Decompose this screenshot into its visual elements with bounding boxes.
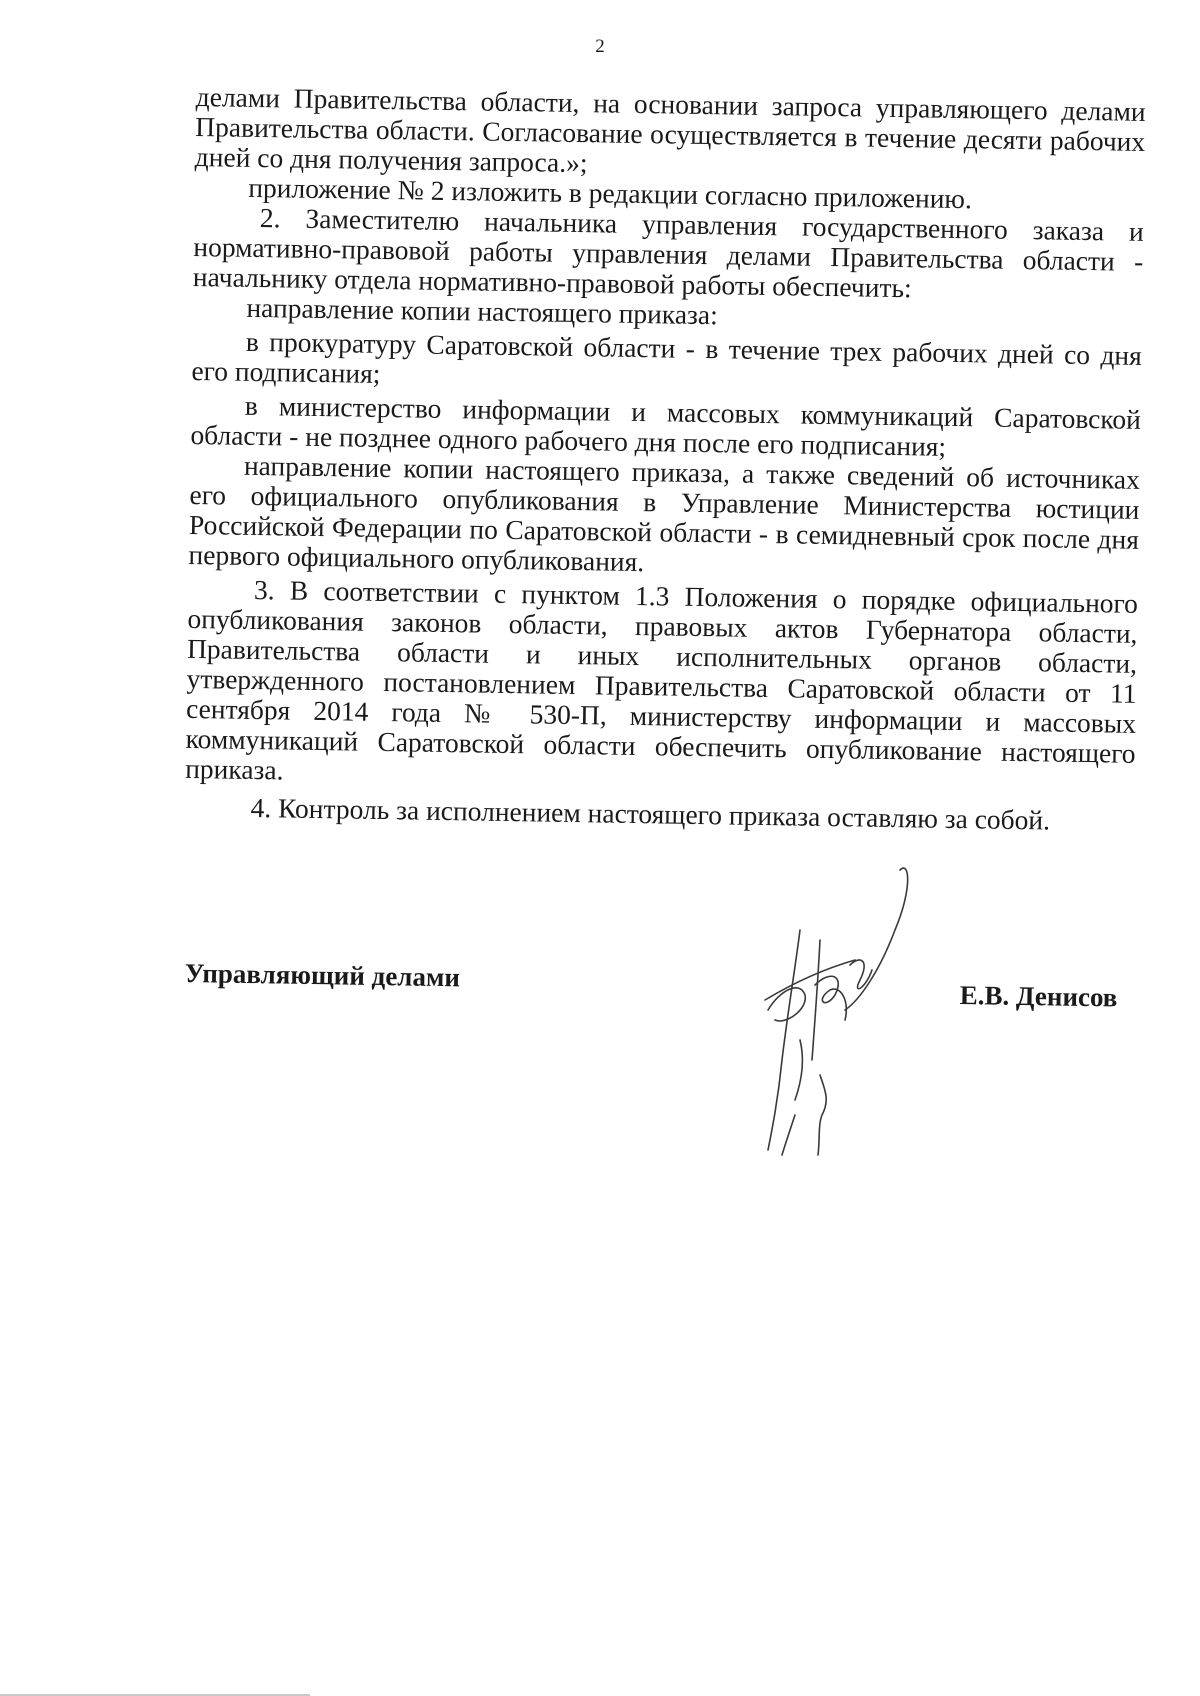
paragraph-appendix-2: приложение № 2 изложить в редакции согласно приложению. bbox=[248, 171, 973, 215]
paragraph-ministry: в министерство информации и массовых коммуникаций Саратовской области - не позднее одного рабочего дня после его подписания; bbox=[190, 389, 1142, 462]
signatory-name: Е.В. Денисов bbox=[959, 980, 1118, 1013]
paragraph-item-3: 3. В соответствии с пунктом 1.3 Положения о порядке официального опубликования законов области, правовых актов Губернатора области, Правительства области и иных исполнительных органов области, утвержденного постановлением Правительства Саратовской области от 11 сентября 2014 года № 530-П, министерству информации и массовых коммуникаций Саратовской области обеспечить опубликование настоящего приказа. bbox=[184, 573, 1139, 786]
paragraph-item-4: 4. Контроль за исполнением настоящего приказа оставляю за собой. bbox=[250, 791, 1051, 836]
paragraph-justice: направление копии настоящего приказа, а также сведений об источниках его официального опубликования в Управление Министерства юстиции Российской Федерации по Саратовской области - в семидневный срок после дня первого официального опубликования. bbox=[188, 449, 1141, 578]
paragraph-prosecutor: в прокуратуру Саратовской области - в течение трех рабочих дней со дня его подписания; bbox=[191, 325, 1143, 389]
signatory-position: Управляющий делами bbox=[184, 958, 461, 993]
paragraph-item-2: 2. Заместителю начальника управления государственного заказа и нормативно-правовой работы управления делами Правительства области - начальнику отдела нормативно-правовой работы обеспечить: bbox=[192, 202, 1145, 304]
document-body bbox=[184, 82, 1146, 837]
paragraph-copy-direction: направление копии настоящего приказа: bbox=[246, 291, 718, 331]
paragraph-continuation: делами Правительства области, на основании запроса управляющего делами Правительства области. Согласование осуществляется в течение десяти рабочих дней со дня получения запроса.»; bbox=[194, 81, 1146, 179]
page-number: 2 bbox=[595, 36, 605, 57]
handwritten-signature bbox=[760, 860, 920, 1160]
